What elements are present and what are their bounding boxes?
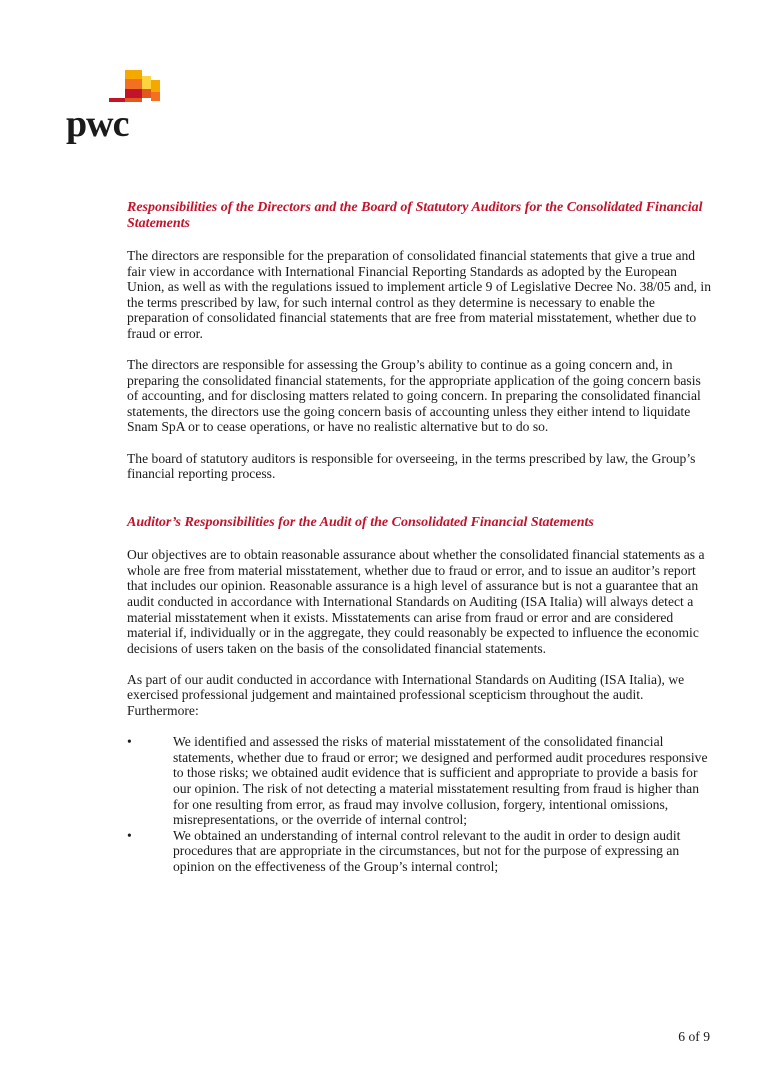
bullet-list xyxy=(127,734,712,874)
document-body xyxy=(127,200,712,875)
paragraph: As part of our audit conducted in accordance with International Standards on Auditing (ISA Italia), we exercised professional judgement and maintained professional scepticism throughout the audit. Furthermore: xyxy=(127,671,685,719)
list-item-text: We identified and assessed the risks of material misstatement of the consolidated financial statements, whether due to fraud or error; we designed and performed audit procedures responsive to those risks; we obtained audit evidence that is sufficient and appropriate to provide a basis for our opinion. The risk of not detecting a material misstatement resulting from fraud is higher than for one resulting from error, as fraud may involve collusion, forgery, intentional omissions, misrepresentations, or the override of internal control; xyxy=(173,734,708,828)
paragraph: Our objectives are to obtain reasonable assurance about whether the consolidated financial statements as a whole are free from material misstatement, whether due to fraud or error, and to issue an auditor’s report that includes our opinion. Reasonable assurance is a high level of assurance but is not a guarantee that an audit conducted in accordance with International Standards on Auditing (ISA Italia) will always detect a material misstatement when it exists. Misstatements can arise from fraud or error and are considered material if, individually or in the aggregate, they could reasonably be expected to influence the economic decisions of users taken on the basis of the consolidated financial statements. xyxy=(127,547,705,656)
bullet-icon: • xyxy=(127,827,132,843)
list-item xyxy=(127,828,712,875)
page-number: 6 of 9 xyxy=(678,1029,710,1044)
list-item-text: We obtained an understanding of internal control relevant to the audit in order to design audit procedures that are appropriate in the circumstances, but not for the purpose of expressing an opinion on the effectiveness of the Group’s internal control; xyxy=(173,827,681,874)
section-auditor-responsibilities xyxy=(127,515,712,874)
pwc-logo xyxy=(66,70,166,145)
paragraph: The directors are responsible for assessing the Group’s ability to continue as a going concern and, in preparing the consolidated financial statements, for the appropriate application of the going concern basis of accounting, and for disclosing matters related to going concern. In preparing the consolidated financial statements, the directors use the going concern basis of accounting unless they either intend to liquidate Snam SpA or to cease operations, or have no realistic alternative but to do so. xyxy=(127,357,701,435)
section-directors-responsibilities xyxy=(127,200,712,482)
section-heading: Responsibilities of the Directors and the Board of Statutory Auditors for the Consolidated Financial Statements xyxy=(127,200,703,231)
paragraph: The directors are responsible for the preparation of consolidated financial statements that give a true and fair view in accordance with International Financial Reporting Standards as adopted by the European Union, as well as with the regulations issued to implement article 9 of Legislative Decree No. 38/05 and, in the terms prescribed by law, for such internal control as they determine is necessary to enable the preparation of consolidated financial statements that are free from material misstatement, whether due to fraud or error. xyxy=(127,248,712,341)
bullet-icon: • xyxy=(127,734,132,750)
pwc-wordmark: pwc xyxy=(66,103,129,145)
paragraph: The board of statutory auditors is responsible for overseeing, in the terms prescribed by law, the Group’s financial reporting process. xyxy=(127,450,696,482)
section-heading: Auditor’s Responsibilities for the Audit of the Consolidated Financial Statements xyxy=(127,515,594,531)
list-item xyxy=(127,734,712,828)
section-spacer xyxy=(127,497,712,515)
